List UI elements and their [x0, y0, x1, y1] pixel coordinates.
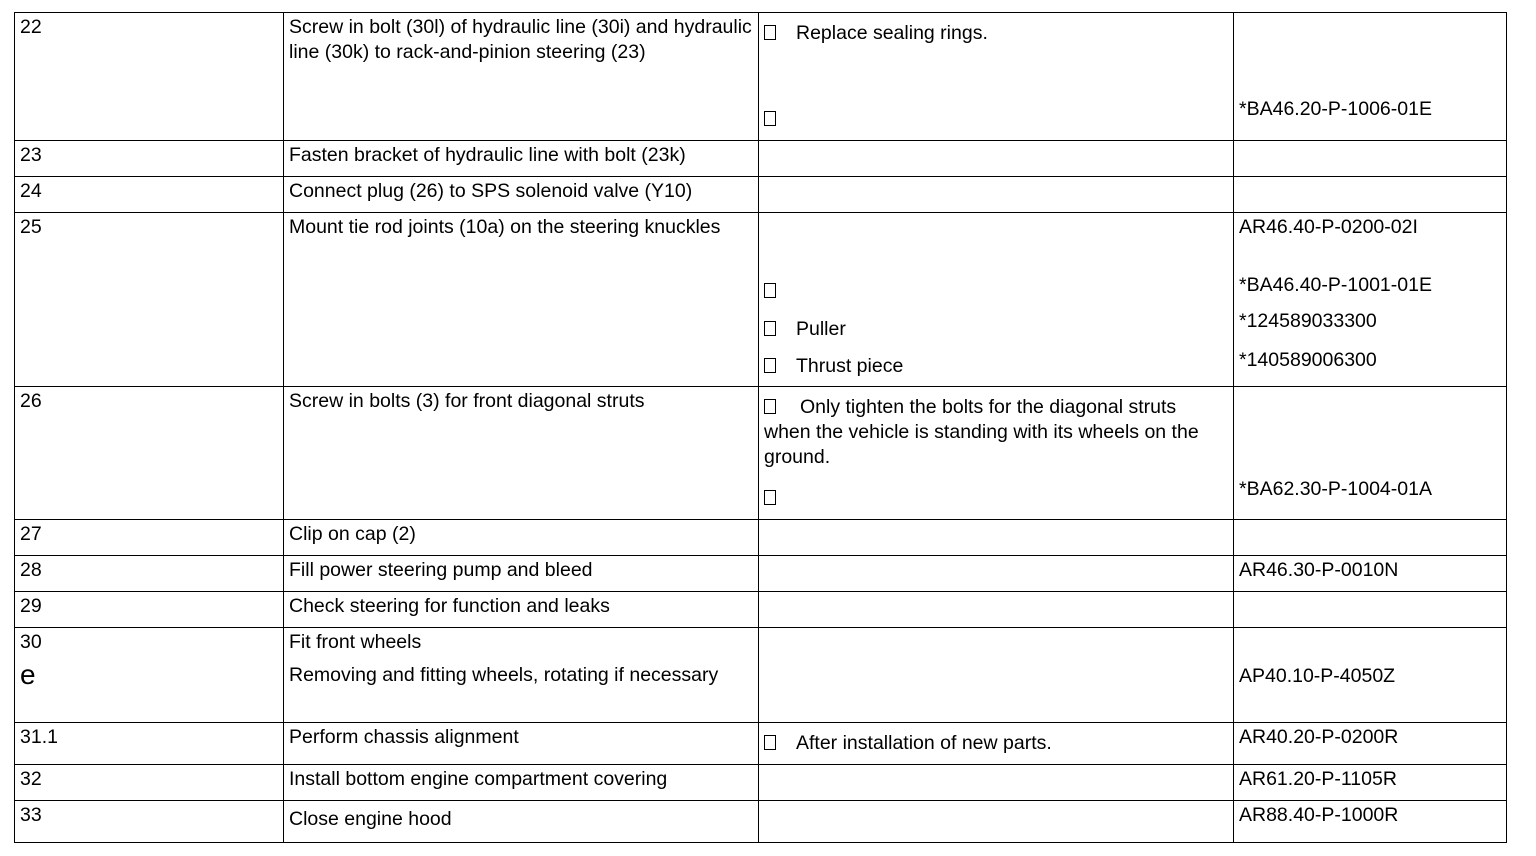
reference-link[interactable]: AR61.20-P-1105R [1239, 768, 1397, 790]
checkbox-icon [764, 321, 776, 336]
checkbox-icon [764, 25, 776, 40]
step-number: 33 [20, 804, 42, 826]
step-number: 27 [20, 523, 42, 545]
part-number: *124589033300 [1239, 310, 1377, 332]
step-operation: Perform chassis alignment [289, 726, 519, 748]
reference-link[interactable]: AR88.40-P-1000R [1239, 804, 1399, 826]
step-operation: Fit front wheels [289, 631, 422, 653]
note-text: Puller [796, 318, 846, 340]
step-number: 22 [20, 16, 42, 38]
table-row [15, 520, 1507, 556]
table-row [15, 628, 1507, 723]
step-operation: Fill power steering pump and bleed [289, 559, 593, 581]
checkbox-icon [764, 358, 776, 373]
table-row [15, 177, 1507, 213]
note-text: Replace sealing rings. [796, 22, 988, 44]
reference-link[interactable]: AR40.20-P-0200R [1239, 726, 1399, 748]
step-number: 31.1 [20, 726, 58, 748]
note-line [764, 21, 988, 46]
step-number: 29 [20, 595, 42, 617]
note-line [764, 731, 1052, 756]
step-number: 28 [20, 559, 42, 581]
step-operation: Connect plug (26) to SPS solenoid valve (Y10) [289, 180, 693, 202]
step-operation: Screw in bolt (30l) of hydraulic line (30i) and hydraulic line (30k) to rack-and-pinion steering (23) [289, 16, 752, 63]
reference-link[interactable]: AP40.10-P-4050Z [1239, 665, 1396, 687]
note-line [764, 486, 796, 511]
step-operation: Install bottom engine compartment covering [289, 768, 668, 790]
note-line [764, 107, 796, 132]
table-row [15, 387, 1507, 520]
checkbox-icon [764, 735, 776, 750]
step-operation: Check steering for function and leaks [289, 595, 610, 617]
reference-link[interactable]: *BA46.20-P-1006-01E [1239, 98, 1432, 120]
reference-link[interactable]: *BA62.30-P-1004-01A [1239, 478, 1432, 500]
note-line [764, 317, 846, 342]
step-suffix: e [20, 659, 36, 690]
table-row [15, 765, 1507, 801]
table-row [15, 141, 1507, 177]
step-operation: Fasten bracket of hydraulic line with bolt (23k) [289, 144, 686, 166]
step-number: 24 [20, 180, 42, 202]
step-operation: Screw in bolts (3) for front diagonal struts [289, 390, 645, 412]
step-number: 30 [20, 631, 42, 653]
step-number: 26 [20, 390, 42, 412]
note-line [764, 279, 796, 304]
table-row [15, 723, 1507, 765]
step-number: 32 [20, 768, 42, 790]
table-row [15, 13, 1507, 141]
reference-link[interactable]: AR46.30-P-0010N [1239, 559, 1399, 581]
note-text: After installation of new parts. [796, 732, 1052, 754]
note-line [764, 389, 1229, 470]
step-number: 23 [20, 144, 42, 166]
step-operation: Close engine hood [289, 808, 452, 830]
part-number: *140589006300 [1239, 349, 1377, 371]
checkbox-icon [764, 399, 776, 414]
reference-link[interactable]: AR46.40-P-0200-02I [1239, 216, 1418, 238]
step-number: 25 [20, 216, 42, 238]
checkbox-icon [764, 111, 776, 126]
reference-link[interactable]: *BA46.40-P-1001-01E [1239, 274, 1432, 296]
step-operation: Mount tie rod joints (10a) on the steering knuckles [289, 216, 721, 238]
table-row [15, 213, 1507, 387]
step-operation-detail: Removing and fitting wheels, rotating if necessary [289, 664, 719, 686]
table-row [15, 801, 1507, 843]
table-row [15, 556, 1507, 592]
checkbox-icon [764, 283, 776, 298]
note-text: Thrust piece [796, 355, 904, 377]
table-row [15, 592, 1507, 628]
procedure-table [14, 12, 1507, 843]
step-operation: Clip on cap (2) [289, 523, 416, 545]
checkbox-icon [764, 490, 776, 505]
note-text: Only tighten the bolts for the diagonal struts when the vehicle is standing with its wheels on the ground. [764, 396, 1199, 468]
note-line [764, 354, 903, 379]
